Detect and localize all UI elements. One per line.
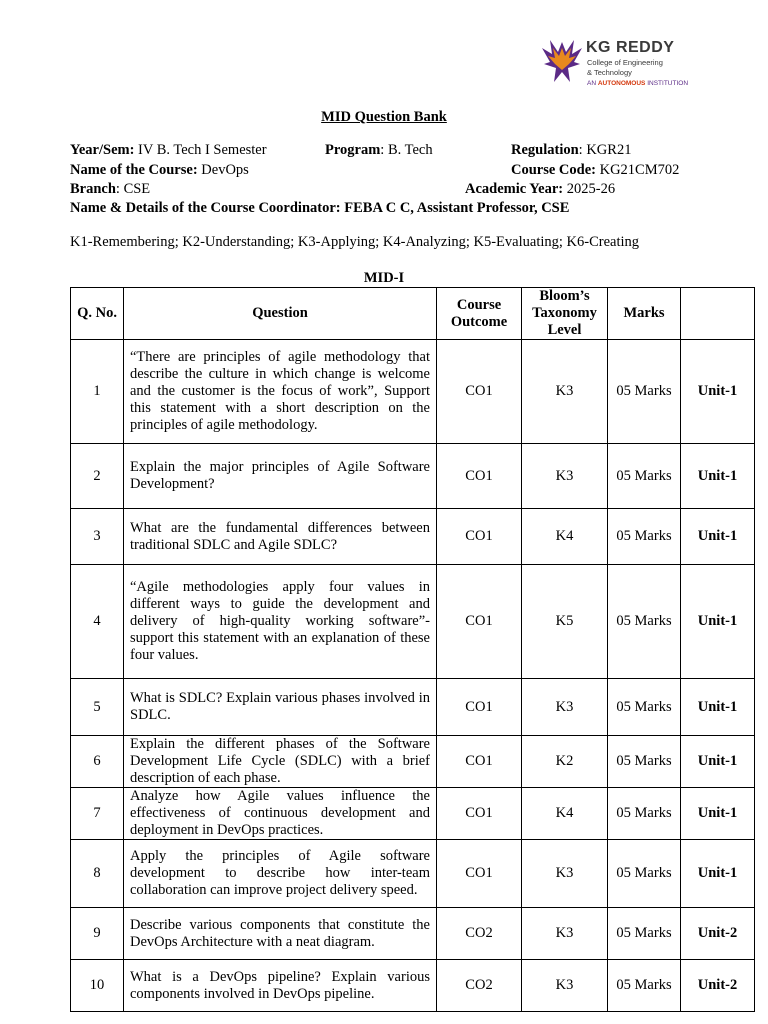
course-outcome-cell: CO1	[437, 679, 522, 736]
bloom-level-cell: K3	[522, 679, 608, 736]
qno-cell: 4	[71, 565, 124, 679]
table-row	[71, 908, 755, 960]
bloom-levels-legend: K1-Remembering; K2-Understanding; K3-Applying; K4-Analyzing; K5-Evaluating; K6-Creating	[70, 234, 640, 250]
logo-tagline: AN AUTONOMOUS INSTITUTION	[587, 80, 689, 87]
unit-cell: Unit-1	[681, 444, 755, 509]
qno-cell: 8	[71, 840, 124, 908]
course-outcome-cell: CO2	[437, 908, 522, 960]
unit-cell: Unit-1	[681, 340, 755, 444]
bloom-level-cell: K3	[522, 908, 608, 960]
page-title: MID Question Bank	[321, 109, 447, 125]
question-cell: What is a DevOps pipeline? Explain various components involved in DevOps pipeline.	[124, 960, 437, 1012]
question-cell: What are the fundamental differences between traditional SDLC and Agile SDLC?	[124, 509, 437, 565]
header-marks: Marks	[608, 288, 681, 340]
qno-cell: 6	[71, 736, 124, 788]
table-row	[71, 509, 755, 565]
unit-cell: Unit-2	[681, 960, 755, 1012]
table-row	[71, 960, 755, 1012]
question-cell: Explain the different phases of the Software Development Life Cycle (SDLC) with a brief description of each phase.	[124, 736, 437, 788]
marks-cell: 05 Marks	[608, 565, 681, 679]
bloom-level-cell: K4	[522, 509, 608, 565]
marks-cell: 05 Marks	[608, 679, 681, 736]
bloom-level-cell: K2	[522, 736, 608, 788]
unit-cell: Unit-2	[681, 908, 755, 960]
question-cell: “There are principles of agile methodology that describe the culture in which change is welcome and the customer is the focus of work”, Support this statement with a short description on the principles of agile methodology.	[124, 340, 437, 444]
marks-cell: 05 Marks	[608, 340, 681, 444]
year-sem: Year/Sem: IV B. Tech I Semester	[70, 142, 267, 158]
qno-cell: 7	[71, 788, 124, 840]
header-qno: Q. No.	[71, 288, 124, 340]
marks-cell: 05 Marks	[608, 960, 681, 1012]
course-outcome-cell: CO1	[437, 788, 522, 840]
bloom-level-cell: K4	[522, 788, 608, 840]
table-row	[71, 679, 755, 736]
college-logo	[540, 36, 700, 92]
unit-cell: Unit-1	[681, 509, 755, 565]
logo-line-2: & Technology	[587, 68, 632, 77]
qno-cell: 10	[71, 960, 124, 1012]
question-cell: What is SDLC? Explain various phases involved in SDLC.	[124, 679, 437, 736]
header-question: Question	[124, 288, 437, 340]
question-cell: Explain the major principles of Agile Software Development?	[124, 444, 437, 509]
table-row	[71, 565, 755, 679]
question-cell: Describe various components that constitute the DevOps Architecture with a neat diagram.	[124, 908, 437, 960]
question-cell: Analyze how Agile values influence the effectiveness of continuous development and deployment in DevOps practices.	[124, 788, 437, 840]
table-row	[71, 736, 755, 788]
question-table	[70, 287, 755, 1012]
table-row	[71, 788, 755, 840]
course-outcome-cell: CO1	[437, 736, 522, 788]
academic-year: Academic Year: 2025-26	[465, 181, 616, 197]
logo-brand-name: KG REDDY	[586, 39, 675, 56]
marks-cell: 05 Marks	[608, 444, 681, 509]
bloom-level-cell: K3	[522, 340, 608, 444]
unit-cell: Unit-1	[681, 565, 755, 679]
marks-cell: 05 Marks	[608, 788, 681, 840]
question-cell: Apply the principles of Agile software development to describe how inter-team collaboration can improve project delivery speed.	[124, 840, 437, 908]
course-outcome-cell: CO2	[437, 960, 522, 1012]
header-unit	[681, 288, 755, 340]
unit-cell: Unit-1	[681, 788, 755, 840]
regulation: Regulation: KGR21	[511, 142, 632, 158]
qno-cell: 5	[71, 679, 124, 736]
table-row	[71, 840, 755, 908]
question-cell: “Agile methodologies apply four values in different ways to guide the development and delivery of high-quality working software”- support this statement with an explanation of these four values.	[124, 565, 437, 679]
marks-cell: 05 Marks	[608, 840, 681, 908]
header-course-outcome: Course Outcome	[437, 288, 522, 340]
unit-cell: Unit-1	[681, 840, 755, 908]
marks-cell: 05 Marks	[608, 908, 681, 960]
qno-cell: 1	[71, 340, 124, 444]
course-outcome-cell: CO1	[437, 340, 522, 444]
qno-cell: 3	[71, 509, 124, 565]
marks-cell: 05 Marks	[608, 736, 681, 788]
course-outcome-cell: CO1	[437, 565, 522, 679]
qno-cell: 2	[71, 444, 124, 509]
bloom-level-cell: K3	[522, 960, 608, 1012]
logo-line-1: College of Engineering	[587, 58, 663, 67]
marks-cell: 05 Marks	[608, 509, 681, 565]
course-outcome-cell: CO1	[437, 840, 522, 908]
table-header-row	[71, 288, 755, 340]
phoenix-logo-icon	[540, 36, 584, 88]
bloom-level-cell: K3	[522, 444, 608, 509]
course-name: Name of the Course: DevOps	[70, 162, 249, 178]
course-outcome-cell: CO1	[437, 444, 522, 509]
unit-cell: Unit-1	[681, 736, 755, 788]
program: Program: B. Tech	[325, 142, 433, 158]
table-row	[71, 444, 755, 509]
section-heading: MID-I	[363, 270, 405, 286]
unit-cell: Unit-1	[681, 679, 755, 736]
table-row	[71, 340, 755, 444]
bloom-level-cell: K3	[522, 840, 608, 908]
bloom-level-cell: K5	[522, 565, 608, 679]
branch: Branch: CSE	[70, 181, 151, 197]
course-outcome-cell: CO1	[437, 509, 522, 565]
header-bloom-level: Bloom’s Taxonomy Level	[522, 288, 608, 340]
qno-cell: 9	[71, 908, 124, 960]
course-coordinator: Name & Details of the Course Coordinator: FEBA C C, Assistant Professor, CSE	[70, 200, 570, 216]
course-code: Course Code: KG21CM702	[511, 162, 680, 178]
